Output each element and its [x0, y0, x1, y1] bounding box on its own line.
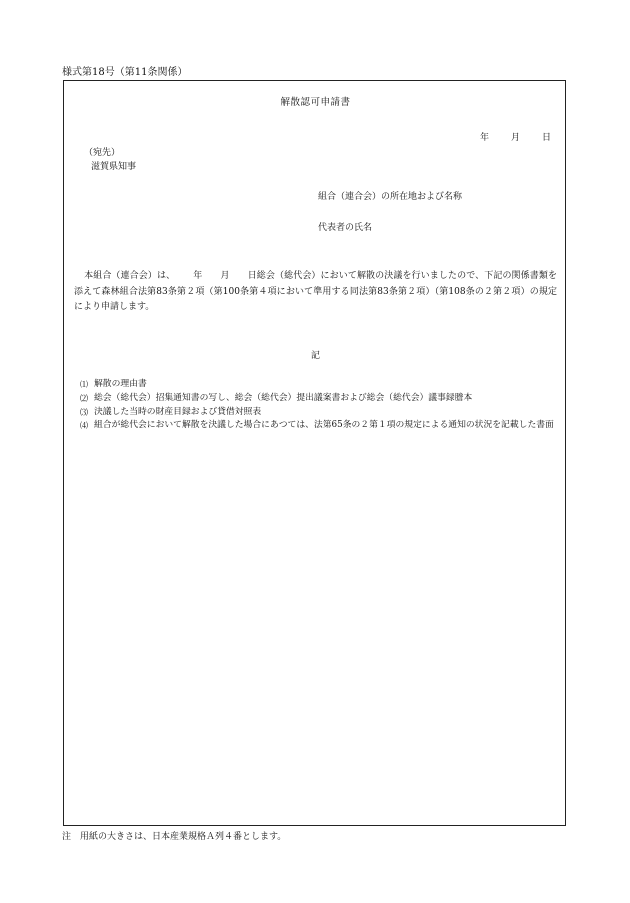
body-part2: 日総会（総代会）において解散の決議を行いましたので、下記の関係書類を添えて森林組合法第83条第２項（第100条第４項において準用する同法第83条第２項）（第108条の２第２項）の規定により申請します。	[74, 271, 557, 312]
applicant-representative-label: 代表者の氏名	[318, 223, 373, 233]
item-text: 解散の理由書	[94, 379, 147, 389]
date-year-label: 年	[479, 133, 489, 143]
list-item	[80, 419, 558, 433]
applicant-address-name-label: 組合（連合会）の所在地および名称	[318, 192, 463, 202]
item-number: ⑷	[80, 421, 88, 431]
body-year: 年	[193, 271, 203, 281]
recipient-name: 滋賀県知事	[91, 162, 137, 172]
document-title: 解散認可申請書	[280, 97, 351, 108]
application-form	[63, 80, 566, 826]
footnote	[62, 831, 286, 843]
item-text: 組合が総代会において解散を決議した場合にあつては、法第65条の２第１項の規定による通知の状況を記載した書面	[94, 420, 554, 431]
recipient-label: （宛先）	[84, 148, 121, 158]
date-line	[480, 132, 551, 144]
date-month-label: 月	[510, 133, 520, 143]
footnote-text: 用紙の大きさは、日本産業規格Ａ列４番とします。	[80, 832, 287, 842]
item-text: 総会（総代会）招集通知書の写し、総会（総代会）提出議案書および総会（総代会）議事録謄本	[94, 392, 473, 403]
list-item	[80, 406, 558, 420]
list-item	[80, 392, 558, 406]
form-number: 様式第18号（第11条関係）	[62, 67, 188, 78]
item-number: ⑴	[80, 380, 88, 389]
body-month: 月	[220, 271, 230, 281]
date-day-label: 日	[541, 133, 551, 143]
body-part1: 本組合（連合会）は、	[84, 271, 176, 281]
list-item	[80, 378, 558, 392]
item-text: 決議した当時の財産目録および貸借対照表	[94, 406, 262, 417]
ki-heading: 記	[310, 351, 320, 361]
footnote-label: 注	[62, 832, 72, 842]
attachment-list	[80, 378, 558, 433]
item-number: ⑵	[80, 393, 88, 403]
application-body	[74, 269, 557, 316]
item-number: ⑶	[80, 407, 88, 417]
